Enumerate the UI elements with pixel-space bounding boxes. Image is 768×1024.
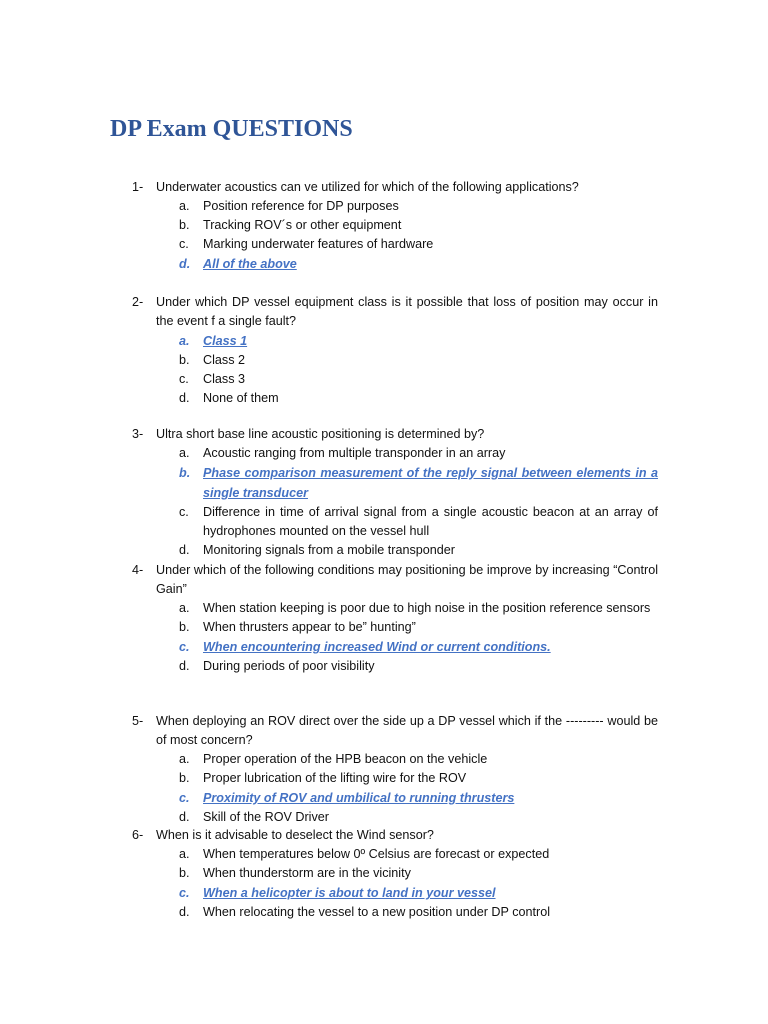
option-letter: a. [179, 334, 190, 348]
option-4d [132, 657, 658, 676]
question-number: 6- [132, 828, 144, 842]
option-text: When thrusters appear to be” hunting” [203, 620, 416, 634]
option-letter: c. [179, 237, 189, 251]
option-text: Phase comparison measurement of the reply signal between elements in a single transducer [203, 466, 658, 500]
option-3a [132, 444, 658, 463]
question-6 [132, 826, 658, 922]
option-letter: b. [179, 866, 190, 880]
question-1-options [132, 197, 658, 274]
question-5-header [132, 712, 658, 750]
option-text: When relocating the vessel to a new position under DP control [203, 905, 550, 919]
question-2-options [132, 331, 658, 408]
question-4-header [132, 561, 658, 599]
option-text: None of them [203, 391, 279, 405]
option-letter: b. [179, 620, 190, 634]
question-2-header [132, 293, 658, 331]
option-letter: d. [179, 810, 190, 824]
question-3 [132, 425, 658, 560]
option-text: Proper operation of the HPB beacon on the vehicle [203, 752, 488, 766]
question-1 [132, 178, 658, 274]
question-number: 1- [132, 180, 144, 194]
option-5d [132, 808, 658, 827]
option-3b-answer [132, 463, 658, 503]
option-text: All of the above [203, 257, 297, 271]
question-3-options [132, 444, 658, 560]
question-6-header [132, 826, 658, 845]
question-6-options [132, 845, 658, 922]
question-4-options [132, 599, 658, 676]
option-2c [132, 370, 658, 389]
option-letter: d. [179, 391, 190, 405]
option-6d [132, 903, 658, 922]
option-5b [132, 769, 658, 788]
option-1c [132, 235, 658, 254]
option-text: Tracking ROV´s or other equipment [203, 218, 402, 232]
option-letter: c. [179, 886, 190, 900]
option-text: When encountering increased Wind or current conditions. [203, 640, 551, 654]
option-2d [132, 389, 658, 408]
option-text: During periods of poor visibility [203, 659, 375, 673]
option-letter: d. [179, 543, 190, 557]
option-1a [132, 197, 658, 216]
option-text: Proper lubrication of the lifting wire for the ROV [203, 771, 467, 785]
option-text: When a helicopter is about to land in your vessel [203, 886, 496, 900]
question-number: 4- [132, 563, 144, 577]
option-text: Acoustic ranging from multiple transponder in an array [203, 446, 506, 460]
option-letter: d. [179, 905, 190, 919]
option-5a [132, 750, 658, 769]
option-letter: b. [179, 353, 190, 367]
option-text: Class 1 [203, 334, 248, 348]
option-6c-answer [132, 883, 658, 903]
option-text: Class 3 [203, 372, 245, 386]
document-title: DP Exam QUESTIONS [110, 116, 353, 142]
option-text: Difference in time of arrival signal from a single acoustic beacon at an array of hydrophones mounted on the vessel hull [203, 505, 658, 538]
option-letter: b. [179, 466, 191, 480]
question-number: 2- [132, 295, 144, 309]
question-text: When deploying an ROV direct over the side up a DP vessel which if the --------- would be of most concern? [156, 714, 658, 747]
question-5-options [132, 750, 658, 827]
option-1d-answer [132, 254, 658, 274]
option-letter: a. [179, 199, 190, 213]
option-letter: d. [179, 659, 190, 673]
option-4c-answer [132, 637, 658, 657]
option-text: When temperatures below 0º Celsius are forecast or expected [203, 847, 550, 861]
option-letter: a. [179, 752, 190, 766]
option-letter: c. [179, 505, 189, 519]
question-text: Underwater acoustics can ve utilized for which of the following applications? [156, 180, 579, 194]
question-text: When is it advisable to deselect the Wind sensor? [156, 828, 434, 842]
option-2a-answer [132, 331, 658, 351]
question-number: 5- [132, 714, 144, 728]
question-2 [132, 293, 658, 408]
option-6a [132, 845, 658, 864]
option-letter: b. [179, 218, 190, 232]
question-number: 3- [132, 427, 144, 441]
option-4a [132, 599, 658, 618]
question-3-header [132, 425, 658, 444]
option-text: When station keeping is poor due to high noise in the position reference sensors [203, 601, 651, 615]
option-2b [132, 351, 658, 370]
option-text: Skill of the ROV Driver [203, 810, 329, 824]
question-text: Under which of the following conditions may positioning be improve by increasing “Control Gain” [156, 563, 658, 596]
question-text: Under which DP vessel equipment class is it possible that loss of position may occur in the event f a single fault? [156, 295, 658, 328]
option-letter: c. [179, 372, 189, 386]
option-letter: c. [179, 791, 190, 805]
option-text: Proximity of ROV and umbilical to running thrusters [203, 791, 515, 805]
option-letter: a. [179, 847, 190, 861]
option-letter: b. [179, 771, 190, 785]
option-letter: d. [179, 257, 191, 271]
question-text: Ultra short base line acoustic positioning is determined by? [156, 427, 485, 441]
question-4 [132, 561, 658, 676]
option-text: When thunderstorm are in the vicinity [203, 866, 411, 880]
question-5 [132, 712, 658, 827]
option-3d [132, 541, 658, 560]
option-3c [132, 503, 658, 541]
option-text: Position reference for DP purposes [203, 199, 399, 213]
option-text: Marking underwater features of hardware [203, 237, 434, 251]
question-1-header [132, 178, 658, 197]
option-1b [132, 216, 658, 235]
option-letter: a. [179, 601, 190, 615]
option-text: Monitoring signals from a mobile transponder [203, 543, 455, 557]
option-6b [132, 864, 658, 883]
option-4b [132, 618, 658, 637]
option-5c-answer [132, 788, 658, 808]
option-letter: a. [179, 446, 190, 460]
option-text: Class 2 [203, 353, 245, 367]
option-letter: c. [179, 640, 190, 654]
